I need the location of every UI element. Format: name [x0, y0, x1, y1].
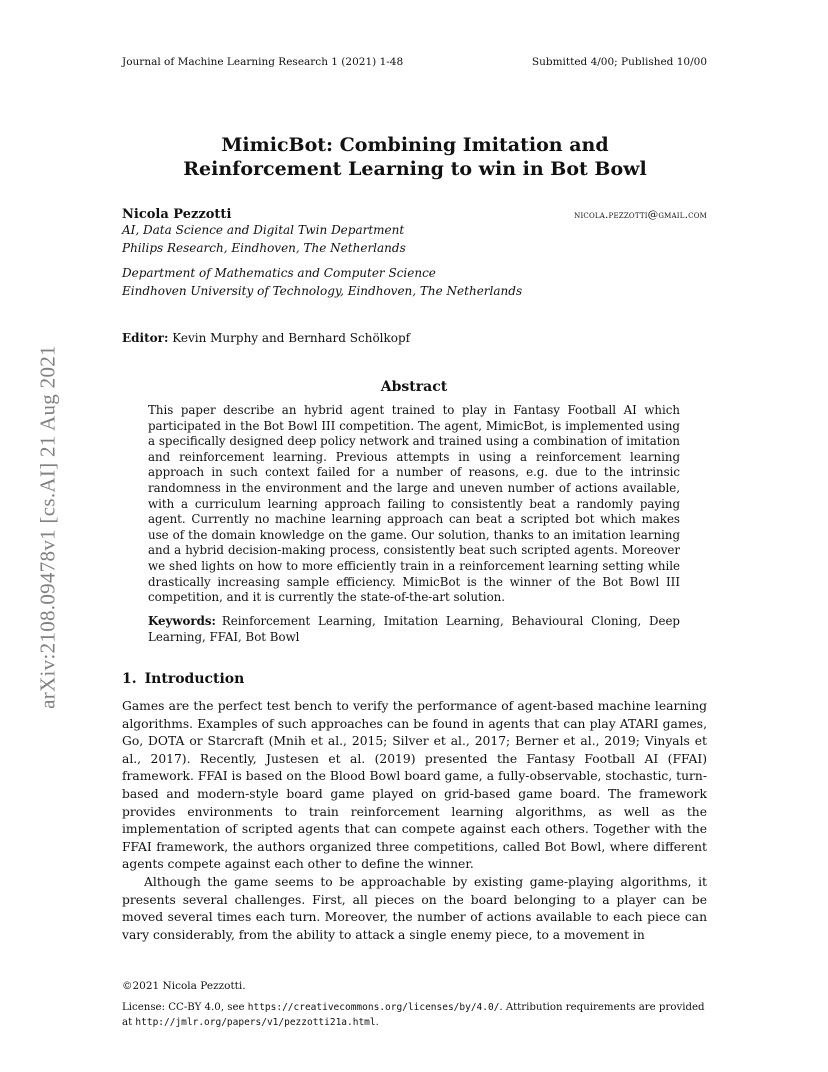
license-middle: . Attribution requirements are provided at [122, 1002, 705, 1028]
attribution-link[interactable]: http://jmlr.org/papers/v1/pezzotti21a.html [135, 1016, 376, 1028]
license-notice [122, 1001, 712, 1030]
paper-title: MimicBot: Combining Imitation and Reinforcement Learning to win in Bot Bowl [183, 134, 647, 180]
abstract-heading: Abstract [380, 379, 448, 395]
keywords [148, 614, 680, 645]
editor-line [122, 331, 410, 345]
paragraph: Although the game seems to be approachable by existing game-playing algorithms, it presents several challenges. First, all pieces on the board belonging to a player can be moved several times each turn. Moreover, the number of actions available to each piece can vary considerably, from the ability to attack a single enemy piece, to a movement in [122, 874, 707, 942]
affiliation-line: AI, Data Science and Digital Twin Department [122, 223, 405, 237]
keywords-label: Keywords: [148, 614, 216, 628]
copyright-notice: ©2021 Nicola Pezzotti. [122, 980, 246, 992]
affiliation-line: Department of Mathematics and Computer Science [122, 266, 436, 280]
license-suffix: . [375, 1016, 379, 1028]
affiliation-line: Philips Research, Eindhoven, The Netherlands [122, 240, 406, 255]
license-link[interactable]: https://creativecommons.org/licenses/by/4.0/ [247, 1002, 500, 1013]
affiliation-tue [122, 265, 522, 300]
paragraph: Games are the perfect test bench to verify the performance of agent-based machine learning algorithms. Examples of such approaches can be found in agents that can play ATARI games, Go, DOTA or Starcraft (Mnih et al., 2015; Silver et al., 2017; Berner et al., 2019; Vinyals et al., 2017). Recently, Justesen et al. (2019) presented the Fantasy Football AI (FFAI) framework. FFAI is based on the Blood Bowl board game, a fully-observable, stochastic, turn-based and modern-style board game played on grid-based game board. The framework provides environments to train reinforcement learning algorithms, as well as the implementation of scripted agents that can compete against each others. Together with the FFAI framework, the authors organized three competitions, called Bot Bowl, where different agents compete against each other to define the winner. [122, 699, 707, 872]
license-prefix: License: CC-BY 4.0, see [122, 1002, 248, 1013]
affiliation-philips [122, 222, 406, 257]
submission-dates: Submitted 4/00; Published 10/00 [531, 56, 707, 68]
editor-label: Editor: [122, 331, 169, 345]
author-name: Nicola Pezzotti [122, 207, 232, 222]
journal-header: Journal of Machine Learning Research 1 (2021) 1-48 [122, 56, 404, 68]
section-title: Introduction [144, 671, 245, 687]
author-email[interactable]: nicola.pezzotti@gmail.com [574, 209, 707, 221]
section-heading [122, 671, 244, 687]
section-number: 1. [122, 671, 137, 687]
abstract-text: This paper describe an hybrid agent trained to play in Fantasy Football AI which participated in the Bot Bowl III competition. The agent, MimicBot, is implemented using a specifically designed deep policy network and trained using a combination of imitation and reinforcement learning. Previous attempts in using a reinforcement learning approach in such context failed for a number of reasons, e.g. due to the intrinsic randomness in the environment and the large and uneven number of actions available, with a curriculum learning approach failing to consistently beat a randomly paying agent. Currently no machine learning approach can beat a scripted bot which makes use of the domain knowledge on the game. Our solution, thanks to an imitation learning and a hybrid decision-making process, consistently beat such scripted agents. Moreover we shed lights on how to more efficiently train in a reinforcement learning setting while drastically increasing sample efficiency. MimicBot is the winner of the Bot Bowl III competition, and it is currently the state-of-the-art solution. [148, 403, 680, 605]
affiliation-line: Eindhoven University of Technology, Eindhoven, The Netherlands [122, 283, 523, 298]
section-body [122, 698, 707, 944]
editor-names: Kevin Murphy and Bernhard Schölkopf [172, 331, 411, 345]
arxiv-stamp: arXiv:2108.09478v1 [cs.AI] 21 Aug 2021 [35, 345, 60, 709]
keywords-list: Reinforcement Learning, Imitation Learning, Behavioural Cloning, Deep Learning, FFAI, Bot Bowl [148, 614, 680, 644]
